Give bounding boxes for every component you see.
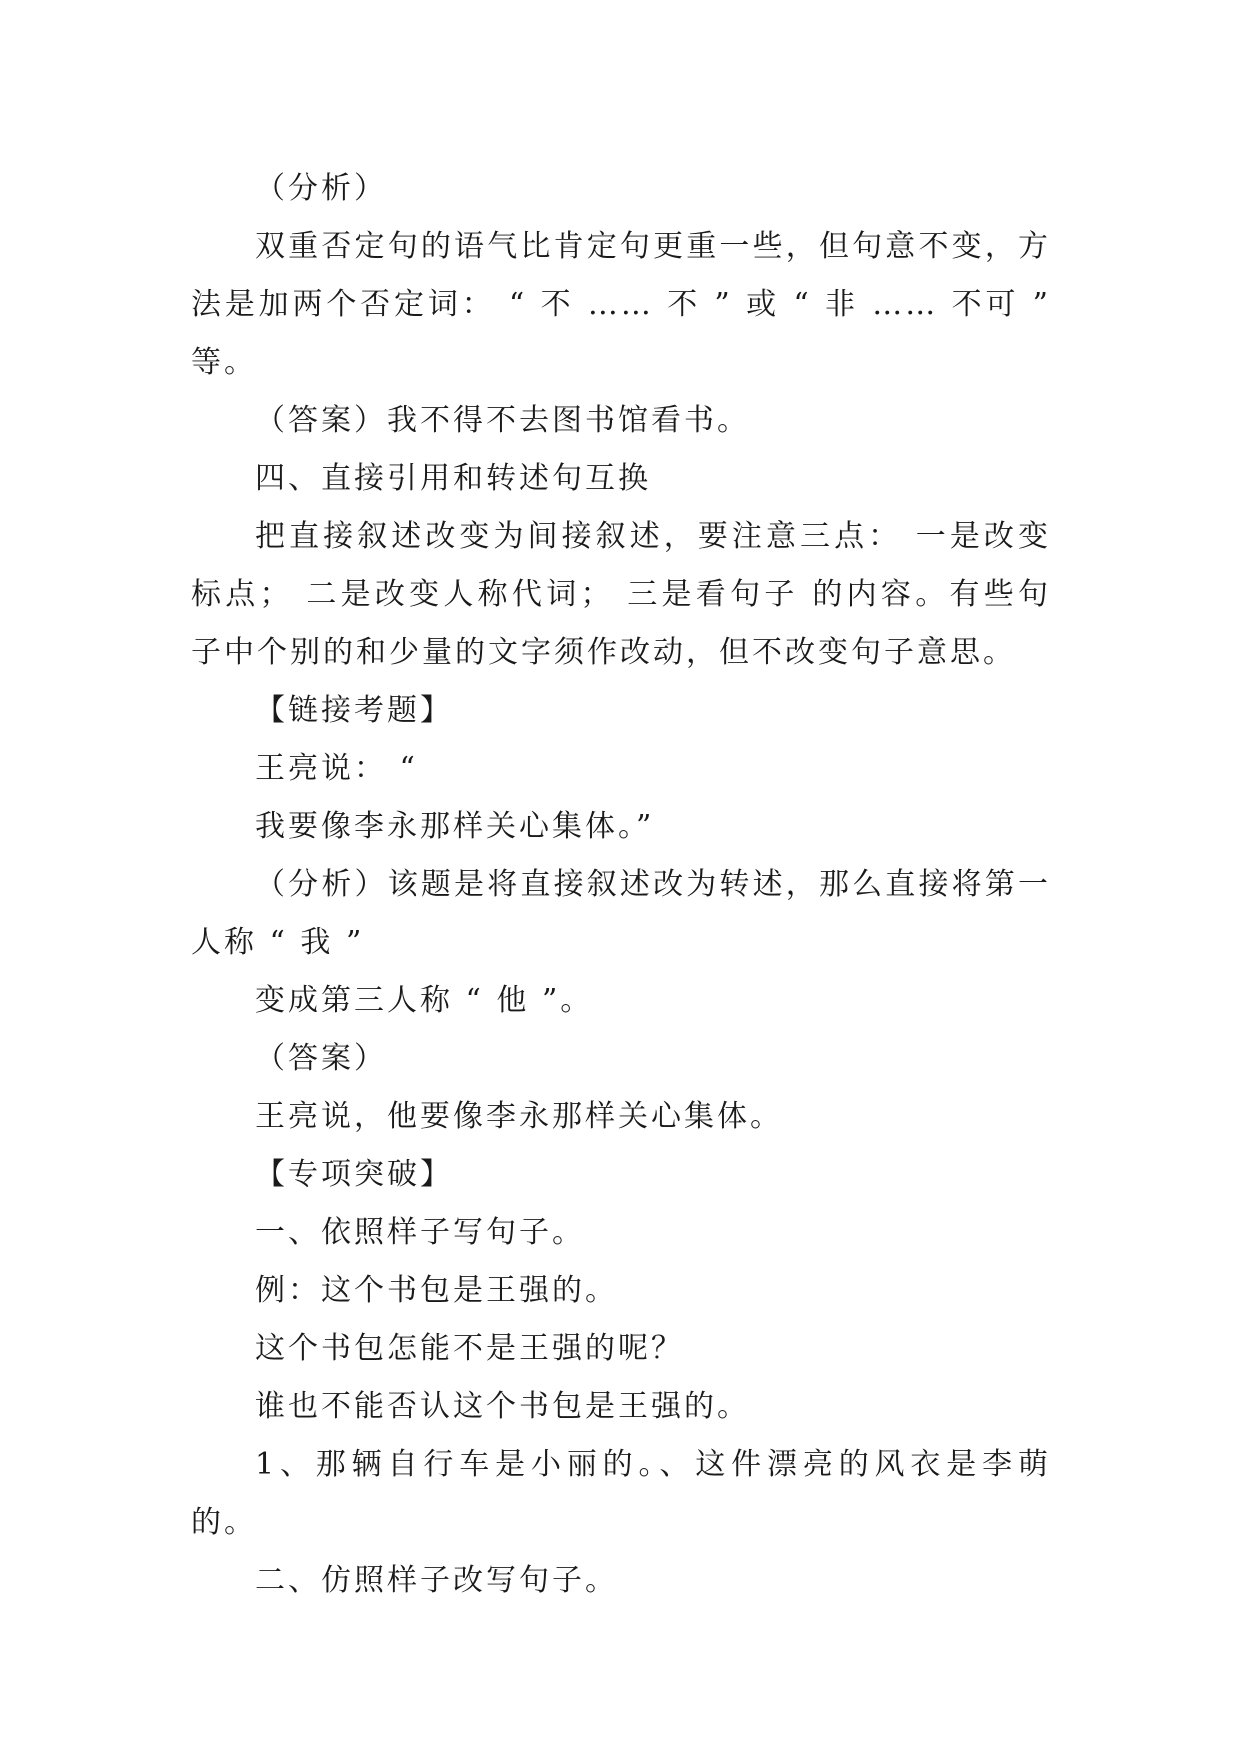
exercise-2-heading: 二、仿照样子改写句子。	[255, 1563, 618, 1598]
paragraph-double-negation-explanation: 双重否定句的语气比肯定句更重一些，但句意不变，方法是加两个否定词： “ 不 …… 不 ” 或 “ 非 …… 不可 ” 等。	[191, 229, 1051, 380]
paragraph-indirect-speech-explanation: 把直接叙述改变为间接叙述，要注意三点： 一是改变标点； 二是改变人称代词； 三是看句子 的内容。有些句子中个别的和少量的文字须作改动，但不改变句子意思。	[191, 519, 1051, 670]
paragraph-analysis-2-continued: 变成第三人称 “ 他 ”。	[255, 983, 594, 1018]
paragraph-analysis-heading: （分析）	[255, 171, 387, 206]
section-heading-4: 四、直接引用和转述句互换	[255, 461, 651, 496]
document-body	[191, 160, 1051, 1610]
answer-heading-2: （答案）	[255, 1041, 387, 1076]
example-rewrite-2: 谁也不能否认这个书包是王强的。	[255, 1389, 750, 1424]
paragraph-answer-2: 王亮说，他要像李永那样关心集体。	[255, 1099, 783, 1134]
paragraph-analysis-2: （分析）该题是将直接叙述改为转述，那么直接将第一人称 “ 我 ”	[191, 867, 1051, 960]
paragraph-quote-intro: 王亮说： “	[255, 751, 418, 786]
paragraph-quote-body: 我要像李永那样关心集体。”	[255, 809, 655, 844]
exercise-1-heading: 一、依照样子写句子。	[255, 1215, 585, 1250]
paragraph-answer-1: （答案）我不得不去图书馆看书。	[255, 403, 750, 438]
exercise-1-items: 1、那辆自行车是小丽的。、这件漂亮的风衣是李萌的。	[191, 1447, 1051, 1540]
example-sentence: 例：这个书包是王强的。	[255, 1273, 618, 1308]
special-practice-heading: 【专项突破】	[255, 1157, 453, 1192]
linked-exam-heading: 【链接考题】	[255, 693, 453, 728]
example-rewrite-1: 这个书包怎能不是王强的呢？	[255, 1331, 684, 1366]
